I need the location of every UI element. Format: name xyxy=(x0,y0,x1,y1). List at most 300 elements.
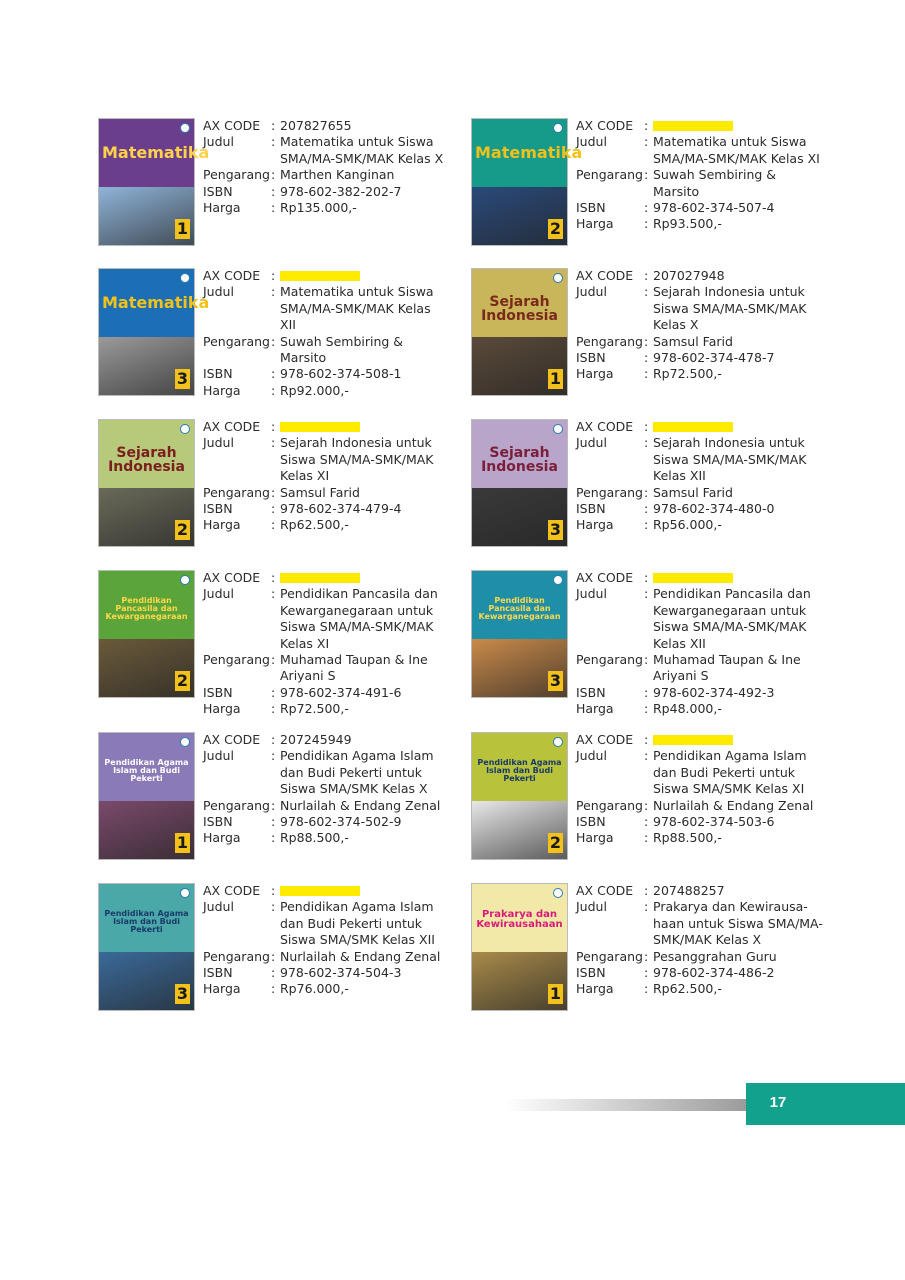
cover-title: Pendidikan Agama Islam dan Budi Pekerti xyxy=(104,909,189,934)
judul-row xyxy=(203,134,450,167)
judul-value: Prakarya dan Kewirausa-haan untuk Siswa SMA/MA-SMK/MAK Kelas X xyxy=(653,899,823,948)
ax-code-label: AX CODE xyxy=(203,419,261,434)
ax-code-value xyxy=(653,570,823,586)
isbn-row xyxy=(576,814,823,830)
harga-row xyxy=(203,517,450,533)
ax-code-label: AX CODE xyxy=(576,570,634,585)
volume-badge: 2 xyxy=(176,671,189,690)
book-info xyxy=(203,570,450,718)
ax-code-label: AX CODE xyxy=(203,732,261,747)
cover-title: Sejarah Indonesia xyxy=(481,445,558,475)
colon-separator: : xyxy=(644,652,649,668)
judul-row xyxy=(203,586,450,652)
ax-code-highlight-redaction xyxy=(653,121,733,131)
pengarang-label: Pengarang xyxy=(576,167,643,183)
book-cover xyxy=(471,268,568,396)
book-entry xyxy=(471,268,841,408)
judul-value: Pendidikan Pancasila dan Kewarganegaraan untuk Siswa SMA/MA-SMK/MAK Kelas XI xyxy=(280,586,438,651)
book-cover xyxy=(471,118,583,246)
pengarang-row xyxy=(576,485,823,501)
colon-separator: : xyxy=(271,134,276,150)
pengarang-row xyxy=(203,798,450,814)
pengarang-label: Pengarang xyxy=(203,167,270,183)
volume-badge: 1 xyxy=(176,219,189,238)
isbn-value: 978-602-374-479-4 xyxy=(280,501,402,517)
ax-code-highlight-redaction xyxy=(280,886,360,896)
colon-separator: : xyxy=(644,501,649,517)
cover-title: Pendidikan Pancasila dan Kewarganegaraan xyxy=(478,596,561,621)
judul-label: Judul xyxy=(203,284,234,300)
isbn-value: 978-602-374-480-0 xyxy=(653,501,775,517)
harga-label: Harga xyxy=(203,830,241,846)
harga-value: Rp48.000,- xyxy=(653,701,722,717)
pengarang-row xyxy=(576,949,823,965)
ax-code-value xyxy=(653,419,823,435)
ax-code-label: AX CODE xyxy=(576,732,634,747)
book-info xyxy=(203,268,450,399)
pengarang-value: Samsul Farid xyxy=(653,333,733,349)
book-info xyxy=(203,118,450,216)
harga-value: Rp92.000,- xyxy=(280,382,349,398)
book-cover xyxy=(98,883,195,1011)
book-entry xyxy=(98,570,468,717)
pengarang-row xyxy=(203,334,450,367)
colon-separator: : xyxy=(644,948,649,964)
book-cover xyxy=(98,732,195,860)
colon-separator: : xyxy=(271,797,276,813)
judul-value: Pendidikan Agama Islam dan Budi Pekerti untuk Siswa SMA/SMK Kelas XII xyxy=(280,899,435,948)
pengarang-label: Pengarang xyxy=(203,484,270,500)
pengarang-value: Marthen Kanginan xyxy=(280,167,395,183)
colon-separator: : xyxy=(271,382,276,398)
colon-separator: : xyxy=(271,586,276,602)
ax-code-value xyxy=(280,570,450,586)
judul-row xyxy=(203,899,450,948)
cover-title: Pendidikan Pancasila dan Kewarganegaraan xyxy=(105,596,188,621)
pengarang-value: Muhamad Taupan & Ine Ariyani S xyxy=(653,652,801,684)
colon-separator: : xyxy=(271,570,276,585)
ax-code-label: AX CODE xyxy=(576,883,634,898)
harga-value: Rp135.000,- xyxy=(280,200,357,216)
colon-separator: : xyxy=(271,200,276,216)
pengarang-label: Pengarang xyxy=(576,797,643,813)
pengarang-value: Samsul Farid xyxy=(280,484,360,500)
ax-code-highlight-redaction xyxy=(280,422,360,432)
colon-separator: : xyxy=(271,748,276,764)
pengarang-row xyxy=(203,949,450,965)
judul-row xyxy=(203,435,450,484)
volume-badge: 2 xyxy=(549,833,562,852)
judul-label: Judul xyxy=(203,586,234,602)
isbn-label: ISBN xyxy=(576,200,606,216)
colon-separator: : xyxy=(271,366,276,382)
judul-label: Judul xyxy=(203,435,234,451)
pengarang-row xyxy=(576,334,823,350)
colon-separator: : xyxy=(271,517,276,533)
colon-separator: : xyxy=(271,484,276,500)
colon-separator: : xyxy=(271,732,276,747)
cover-title: Matematika xyxy=(102,143,210,162)
publisher-logo-icon xyxy=(553,123,563,133)
colon-separator: : xyxy=(644,419,649,434)
ax-code-row xyxy=(576,570,823,586)
book-info xyxy=(203,732,450,847)
harga-value: Rp88.500,- xyxy=(280,830,349,846)
book-entry xyxy=(98,732,468,872)
colon-separator: : xyxy=(644,268,649,283)
ax-code-highlight-redaction xyxy=(653,573,733,583)
judul-value: Sejarah Indonesia untuk Siswa SMA/MA-SMK/MAK Kelas XII xyxy=(653,435,807,484)
ax-code-highlight-redaction xyxy=(653,735,733,745)
cover-title: Sejarah Indonesia xyxy=(108,445,185,475)
colon-separator: : xyxy=(271,268,276,283)
colon-separator: : xyxy=(271,183,276,199)
judul-label: Judul xyxy=(576,435,607,451)
colon-separator: : xyxy=(271,899,276,915)
book-info xyxy=(576,732,823,847)
book-cover xyxy=(471,883,568,1011)
publisher-logo-icon xyxy=(553,424,563,434)
cover-title: Matematika xyxy=(102,293,210,312)
volume-badge: 3 xyxy=(176,984,189,1003)
isbn-label: ISBN xyxy=(203,501,233,517)
colon-separator: : xyxy=(271,684,276,700)
pengarang-label: Pengarang xyxy=(203,652,270,668)
ax-code-value: 207027948 xyxy=(653,268,725,283)
colon-separator: : xyxy=(271,419,276,434)
book-cover xyxy=(98,570,195,698)
ax-code-row xyxy=(576,732,823,748)
isbn-row xyxy=(576,685,823,701)
colon-separator: : xyxy=(644,830,649,846)
colon-separator: : xyxy=(644,134,649,150)
isbn-label: ISBN xyxy=(576,684,606,700)
pengarang-label: Pengarang xyxy=(576,333,643,349)
isbn-value: 978-602-374-478-7 xyxy=(653,350,775,366)
book-entry xyxy=(471,570,841,717)
ax-code-value xyxy=(280,883,450,899)
isbn-value: 978-602-374-508-1 xyxy=(280,366,402,382)
pengarang-value: Nurlailah & Endang Zenal xyxy=(653,797,814,813)
ax-code-value xyxy=(280,268,450,284)
judul-value: Sejarah Indonesia untuk Siswa SMA/MA-SMK/MAK Kelas X xyxy=(653,284,807,333)
colon-separator: : xyxy=(271,652,276,668)
judul-row xyxy=(576,134,823,167)
publisher-logo-icon xyxy=(180,123,190,133)
colon-separator: : xyxy=(644,118,649,133)
isbn-value: 978-602-374-503-6 xyxy=(653,814,775,830)
ax-code-row xyxy=(203,883,450,899)
judul-row xyxy=(576,284,823,333)
judul-value: Matematika untuk Siswa SMA/MA-SMK/MAK Kelas XII xyxy=(280,284,434,333)
ax-code-row xyxy=(576,118,823,134)
volume-badge: 2 xyxy=(176,520,189,539)
isbn-value: 978-602-374-491-6 xyxy=(280,684,402,700)
isbn-label: ISBN xyxy=(203,814,233,830)
colon-separator: : xyxy=(644,883,649,898)
book-entry xyxy=(98,419,468,559)
isbn-label: ISBN xyxy=(576,814,606,830)
publisher-logo-icon xyxy=(180,575,190,585)
colon-separator: : xyxy=(644,366,649,382)
pengarang-value: Suwah Sembiring & Marsito xyxy=(280,333,404,366)
isbn-row xyxy=(576,350,823,366)
book-entry xyxy=(471,118,841,258)
ax-code-row xyxy=(203,732,450,748)
colon-separator: : xyxy=(271,167,276,183)
isbn-value: 978-602-374-504-3 xyxy=(280,965,402,981)
book-info xyxy=(203,883,450,998)
ax-code-label: AX CODE xyxy=(576,118,634,133)
colon-separator: : xyxy=(271,284,276,300)
pengarang-value: Suwah Sembiring & Marsito xyxy=(653,167,777,199)
colon-separator: : xyxy=(644,167,649,183)
ax-code-value: 207488257 xyxy=(653,883,725,898)
book-entry xyxy=(471,732,841,872)
harga-label: Harga xyxy=(576,701,614,717)
pengarang-row xyxy=(203,652,450,685)
pengarang-row xyxy=(576,652,823,685)
colon-separator: : xyxy=(644,350,649,366)
volume-badge: 2 xyxy=(549,219,562,238)
harga-label: Harga xyxy=(203,981,241,997)
book-entry xyxy=(471,419,841,559)
harga-row xyxy=(203,383,450,399)
harga-row xyxy=(576,517,823,533)
publisher-logo-icon xyxy=(180,888,190,898)
colon-separator: : xyxy=(271,981,276,997)
book-info xyxy=(576,268,823,383)
ax-code-label: AX CODE xyxy=(576,268,634,283)
isbn-value: 978-602-374-502-9 xyxy=(280,814,402,830)
publisher-logo-icon xyxy=(553,273,563,283)
volume-badge: 1 xyxy=(176,833,189,852)
harga-value: Rp76.000,- xyxy=(280,981,349,997)
judul-label: Judul xyxy=(203,134,234,150)
pengarang-label: Pengarang xyxy=(576,948,643,964)
harga-label: Harga xyxy=(203,517,241,533)
colon-separator: : xyxy=(644,200,649,216)
colon-separator: : xyxy=(271,701,276,717)
ax-code-row xyxy=(576,419,823,435)
judul-row xyxy=(576,748,823,797)
colon-separator: : xyxy=(271,435,276,451)
harga-label: Harga xyxy=(576,981,614,997)
isbn-row xyxy=(203,965,450,981)
colon-separator: : xyxy=(271,948,276,964)
harga-row xyxy=(576,701,823,717)
colon-separator: : xyxy=(644,517,649,533)
colon-separator: : xyxy=(644,981,649,997)
footer-gradient-bar xyxy=(505,1099,750,1111)
pengarang-value: Muhamad Taupan & Ine Ariyani S xyxy=(280,652,428,684)
judul-label: Judul xyxy=(203,748,234,764)
pengarang-label: Pengarang xyxy=(576,484,643,500)
harga-value: Rp62.500,- xyxy=(280,517,349,533)
pengarang-value: Samsul Farid xyxy=(653,484,733,500)
judul-label: Judul xyxy=(576,899,607,915)
colon-separator: : xyxy=(644,732,649,747)
page-number: 17 xyxy=(769,1094,787,1111)
ax-code-row xyxy=(203,570,450,586)
judul-label: Judul xyxy=(576,748,607,764)
ax-code-row xyxy=(576,268,823,284)
harga-value: Rp72.500,- xyxy=(653,366,722,382)
isbn-label: ISBN xyxy=(576,501,606,517)
isbn-value: 978-602-374-486-2 xyxy=(653,965,775,981)
isbn-row xyxy=(203,685,450,701)
colon-separator: : xyxy=(644,333,649,349)
cover-title: Sejarah Indonesia xyxy=(481,294,558,324)
harga-label: Harga xyxy=(203,200,241,216)
pengarang-row xyxy=(576,167,823,200)
isbn-row xyxy=(576,965,823,981)
isbn-label: ISBN xyxy=(203,183,233,199)
ax-code-value xyxy=(653,732,823,748)
colon-separator: : xyxy=(644,284,649,300)
judul-row xyxy=(576,435,823,484)
ax-code-highlight-redaction xyxy=(653,422,733,432)
ax-code-label: AX CODE xyxy=(203,883,261,898)
colon-separator: : xyxy=(271,830,276,846)
harga-label: Harga xyxy=(576,830,614,846)
publisher-logo-icon xyxy=(553,888,563,898)
isbn-row xyxy=(576,501,823,517)
ax-code-label: AX CODE xyxy=(203,570,261,585)
colon-separator: : xyxy=(271,814,276,830)
isbn-value: 978-602-382-202-7 xyxy=(280,183,402,199)
volume-badge: 3 xyxy=(549,671,562,690)
ax-code-label: AX CODE xyxy=(576,419,634,434)
harga-row xyxy=(576,981,823,997)
cover-title: Pendidikan Agama Islam dan Budi Pekerti xyxy=(477,758,562,783)
pengarang-value: Pesanggrahan Guru xyxy=(653,948,777,964)
ax-code-highlight-redaction xyxy=(280,271,360,281)
isbn-row xyxy=(203,366,450,382)
isbn-row xyxy=(203,184,450,200)
volume-badge: 1 xyxy=(549,369,562,388)
harga-value: Rp56.000,- xyxy=(653,517,722,533)
harga-value: Rp72.500,- xyxy=(280,701,349,717)
colon-separator: : xyxy=(644,570,649,585)
book-info xyxy=(576,419,823,534)
colon-separator: : xyxy=(644,814,649,830)
ax-code-value: 207827655 xyxy=(280,118,352,133)
colon-separator: : xyxy=(644,797,649,813)
book-cover xyxy=(471,732,568,860)
harga-row xyxy=(576,216,823,232)
book-info xyxy=(203,419,450,534)
harga-row xyxy=(203,981,450,997)
isbn-value: 978-602-374-507-4 xyxy=(653,200,775,216)
harga-row xyxy=(203,830,450,846)
ax-code-value: 207245949 xyxy=(280,732,352,747)
book-entry xyxy=(98,883,468,1023)
volume-badge: 3 xyxy=(549,520,562,539)
colon-separator: : xyxy=(644,701,649,717)
book-cover xyxy=(471,419,568,547)
colon-separator: : xyxy=(644,965,649,981)
cover-title: Pendidikan Agama Islam dan Budi Pekerti xyxy=(104,758,189,783)
book-info xyxy=(576,883,823,998)
book-cover xyxy=(98,118,210,246)
colon-separator: : xyxy=(644,899,649,915)
judul-label: Judul xyxy=(576,134,607,150)
volume-badge: 1 xyxy=(549,984,562,1003)
harga-value: Rp88.500,- xyxy=(653,830,722,846)
pengarang-label: Pengarang xyxy=(203,948,270,964)
judul-label: Judul xyxy=(576,284,607,300)
colon-separator: : xyxy=(271,965,276,981)
judul-row xyxy=(576,899,823,948)
publisher-logo-icon xyxy=(553,575,563,585)
pengarang-label: Pengarang xyxy=(203,333,270,349)
pengarang-label: Pengarang xyxy=(576,652,643,668)
colon-separator: : xyxy=(271,333,276,349)
colon-separator: : xyxy=(271,501,276,517)
judul-value: Pendidikan Agama Islam dan Budi Pekerti untuk Siswa SMA/SMK Kelas XI xyxy=(653,748,807,797)
isbn-label: ISBN xyxy=(576,350,606,366)
isbn-label: ISBN xyxy=(203,684,233,700)
volume-badge: 3 xyxy=(176,369,189,388)
judul-label: Judul xyxy=(576,586,607,602)
book-entry xyxy=(471,883,841,1023)
colon-separator: : xyxy=(644,684,649,700)
ax-code-highlight-redaction xyxy=(280,573,360,583)
book-cover xyxy=(471,570,568,698)
publisher-logo-icon xyxy=(180,737,190,747)
ax-code-row xyxy=(203,268,450,284)
isbn-value: 978-602-374-492-3 xyxy=(653,684,775,700)
isbn-label: ISBN xyxy=(576,965,606,981)
publisher-logo-icon xyxy=(180,273,190,283)
ax-code-label: AX CODE xyxy=(203,268,261,283)
colon-separator: : xyxy=(644,484,649,500)
harga-value: Rp93.500,- xyxy=(653,216,722,232)
cover-title: Prakarya dan Kewirausahaan xyxy=(476,909,563,930)
pengarang-label: Pengarang xyxy=(203,797,270,813)
book-cover xyxy=(98,268,210,396)
pengarang-value: Nurlailah & Endang Zenal xyxy=(280,797,441,813)
colon-separator: : xyxy=(271,883,276,898)
ax-code-value xyxy=(280,419,450,435)
isbn-label: ISBN xyxy=(203,965,233,981)
isbn-row xyxy=(203,501,450,517)
ax-code-row xyxy=(203,419,450,435)
harga-label: Harga xyxy=(576,517,614,533)
harga-value: Rp62.500,- xyxy=(653,981,722,997)
ax-code-row xyxy=(203,118,450,134)
colon-separator: : xyxy=(271,118,276,133)
pengarang-row xyxy=(576,798,823,814)
pengarang-row xyxy=(203,167,450,183)
harga-row xyxy=(576,366,823,382)
book-entry xyxy=(98,268,468,408)
publisher-logo-icon xyxy=(180,424,190,434)
judul-row xyxy=(203,748,450,797)
colon-separator: : xyxy=(644,216,649,232)
pengarang-value: Nurlailah & Endang Zenal xyxy=(280,948,441,964)
publisher-logo-icon xyxy=(553,737,563,747)
harga-row xyxy=(576,830,823,846)
harga-label: Harga xyxy=(203,701,241,717)
judul-row xyxy=(576,586,823,652)
judul-value: Pendidikan Pancasila dan Kewarganegaraan untuk Siswa SMA/MA-SMK/MAK Kelas XII xyxy=(653,586,811,651)
ax-code-row xyxy=(576,883,823,899)
book-cover xyxy=(98,419,195,547)
colon-separator: : xyxy=(644,586,649,602)
harga-label: Harga xyxy=(203,382,241,398)
